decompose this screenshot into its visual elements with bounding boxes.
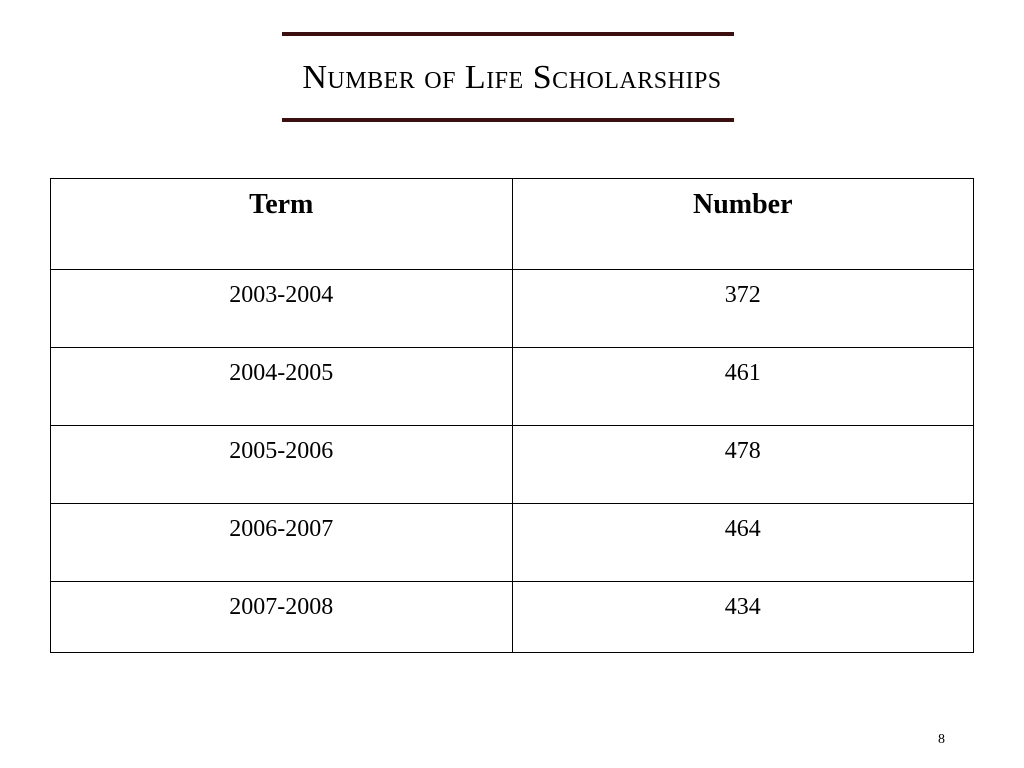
table-row <box>51 504 974 582</box>
scholarship-table <box>50 178 974 653</box>
number-cell: 434 <box>512 582 974 653</box>
table-row <box>51 582 974 653</box>
title-rule-top <box>282 32 734 36</box>
number-cell: 372 <box>512 270 974 348</box>
column-header-number: Number <box>512 179 974 270</box>
term-cell: 2003-2004 <box>51 270 513 348</box>
number-cell: 464 <box>512 504 974 582</box>
page-number: 8 <box>938 732 945 747</box>
term-cell: 2005-2006 <box>51 426 513 504</box>
term-cell: 2007-2008 <box>51 582 513 653</box>
table-row <box>51 270 974 348</box>
title-rule-bottom <box>282 118 734 122</box>
slide-title: Number of Life Scholarships <box>302 59 722 96</box>
table-row <box>51 426 974 504</box>
column-header-term: Term <box>51 179 513 270</box>
number-cell: 461 <box>512 348 974 426</box>
term-cell: 2006-2007 <box>51 504 513 582</box>
table-header-row <box>51 179 974 270</box>
number-cell: 478 <box>512 426 974 504</box>
term-cell: 2004-2005 <box>51 348 513 426</box>
table-row <box>51 348 974 426</box>
